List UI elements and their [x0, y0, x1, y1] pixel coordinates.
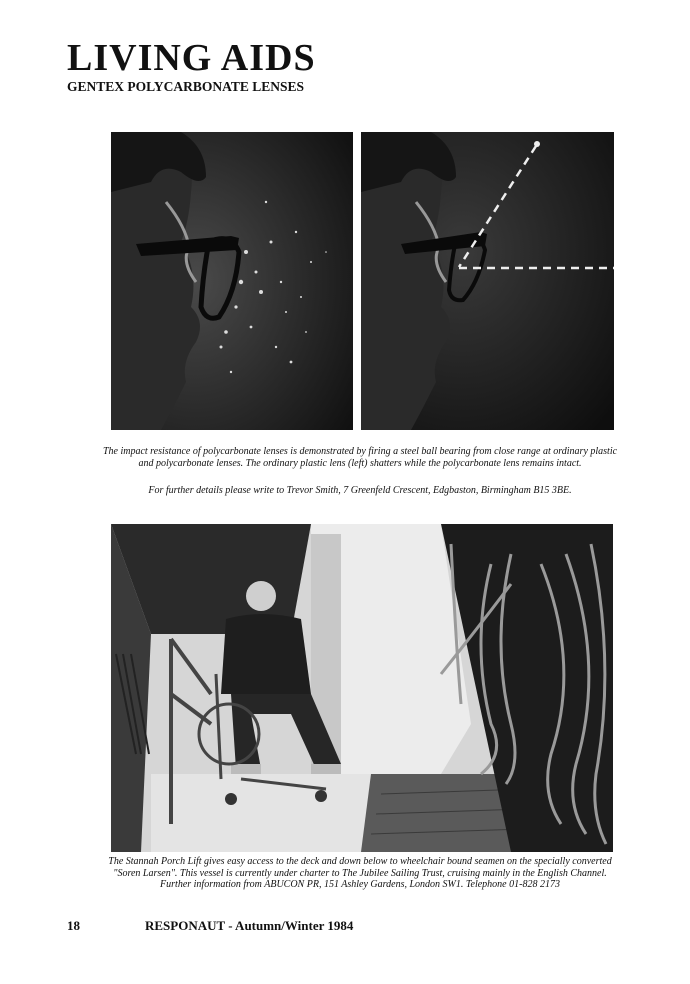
photo-porch-lift [111, 524, 613, 852]
photo-intact-lens [361, 132, 614, 430]
lift-caption-text: The Stannah Porch Lift gives easy access to the deck and down below to wheelchair bound seamen on the specially converted "Soren Larsen". This vessel is currently under charter to The Jubilee Sailing Trust, cruising mainly in the English Channel. [108, 856, 612, 879]
lift-caption [100, 856, 620, 891]
page-title: LIVING AIDS [67, 37, 316, 79]
publication-line: RESPONAUT - Autumn/Winter 1984 [145, 918, 354, 933]
page-number: 18 [67, 918, 80, 933]
lens-caption: The impact resistance of polycarbonate lenses is demonstrated by firing a steel ball bearing from close range at ordinary plastic and polycarbonate lenses. The ordinary plastic lens (left) shatters while the polycarbonate lens remains intact. [102, 446, 618, 469]
lift-contact-caption: Further information from ABUCON PR, 151 Ashley Gardens, London SW1. Telephone 01-828 2173 [160, 879, 560, 890]
photo-shattered-lens [111, 132, 353, 430]
page-subtitle: GENTEX POLYCARBONATE LENSES [67, 79, 305, 94]
lens-contact-caption: For further details please write to Trevor Smith, 7 Greenfeld Crescent, Edgbaston, Birmingham B15 3BE. [148, 485, 572, 496]
